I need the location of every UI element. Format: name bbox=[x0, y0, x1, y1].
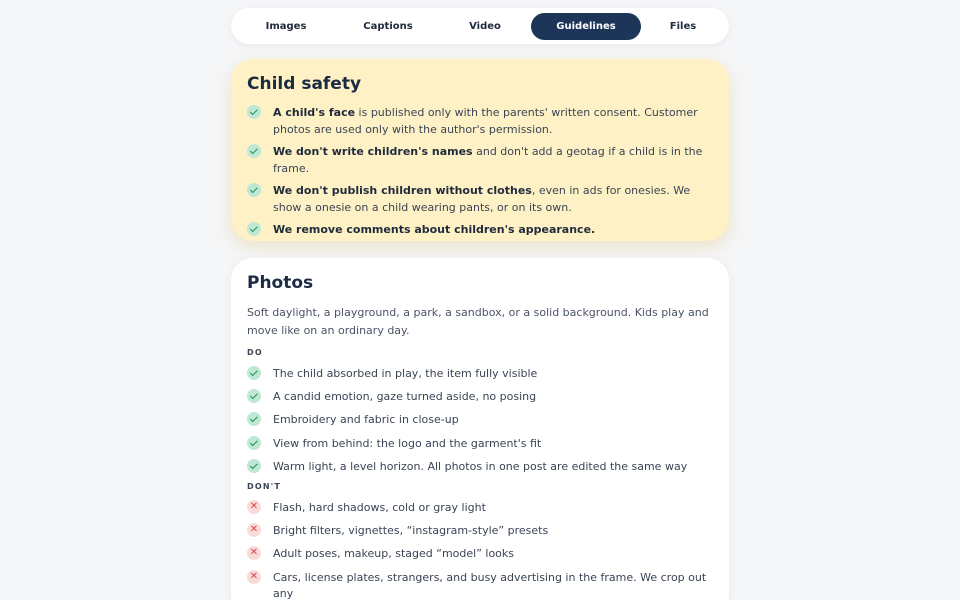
photos-card bbox=[231, 258, 729, 600]
list-item bbox=[247, 523, 713, 540]
item-text: A candid emotion, gaze turned aside, no posing bbox=[273, 390, 537, 404]
item-bold: We don't publish children without clothes bbox=[273, 184, 532, 197]
list-item bbox=[247, 436, 713, 453]
dont-list bbox=[247, 500, 713, 600]
check-circle-icon bbox=[247, 183, 261, 197]
check-circle-icon bbox=[247, 366, 261, 380]
list-item bbox=[247, 183, 713, 216]
child-safety-list bbox=[247, 105, 713, 239]
tab-images[interactable]: Images bbox=[265, 20, 307, 32]
item-text: The child absorbed in play, the item fully visible bbox=[273, 367, 538, 380]
list-item bbox=[247, 500, 713, 517]
check-circle-icon bbox=[247, 105, 261, 119]
list-item bbox=[247, 222, 713, 239]
item-text: , even in ads for onesies. We show a onesie on a child wearing pants, or on its own. bbox=[273, 184, 691, 214]
item-text: and don't add a geotag if a child is in the frame. bbox=[273, 145, 703, 175]
tab-bar bbox=[231, 8, 729, 44]
cross-circle-icon: ✕ bbox=[247, 500, 261, 514]
list-item bbox=[247, 459, 713, 476]
photos-title: Photos bbox=[247, 273, 314, 293]
cross-circle-icon: ✕ bbox=[247, 570, 261, 584]
item-bold: We don't write children's names bbox=[273, 145, 473, 158]
check-circle-icon bbox=[247, 412, 261, 426]
tab-files[interactable]: Files bbox=[669, 20, 697, 32]
tab-guidelines[interactable]: Guidelines bbox=[531, 13, 641, 40]
check-circle-icon bbox=[247, 436, 261, 450]
do-list bbox=[247, 366, 713, 475]
check-circle-icon bbox=[247, 144, 261, 158]
check-circle-icon bbox=[247, 389, 261, 403]
list-item bbox=[247, 570, 713, 600]
item-text: Bright filters, vignettes, “instagram-style” presets bbox=[273, 524, 549, 538]
check-circle-icon bbox=[247, 459, 261, 473]
dont-label: DON'T bbox=[247, 481, 282, 491]
item-bold: We remove comments about children's appearance. bbox=[273, 223, 596, 236]
tab-video[interactable]: Video bbox=[469, 20, 501, 32]
item-text: View from behind: the logo and the garment's fit bbox=[273, 436, 542, 450]
item-bold: A child's face bbox=[273, 106, 356, 119]
item-text: Cars, license plates, strangers, and busy advertising in the frame. We crop out any bbox=[273, 570, 707, 600]
list-item bbox=[247, 546, 713, 563]
photos-intro: Soft daylight, a playground, a park, a sandbox, or a solid background. Kids play and move like on an ordinary day. bbox=[247, 306, 709, 337]
item-text: Embroidery and fabric in close-up bbox=[273, 413, 459, 427]
list-item bbox=[247, 389, 713, 406]
item-text: Adult poses, makeup, staged “model” looks bbox=[273, 547, 515, 561]
check-circle-icon bbox=[247, 222, 261, 236]
tab-captions[interactable]: Captions bbox=[363, 20, 413, 32]
child-safety-card bbox=[231, 59, 729, 241]
cross-circle-icon: ✕ bbox=[247, 523, 261, 537]
do-label: DO bbox=[247, 348, 263, 357]
cross-circle-icon: ✕ bbox=[247, 546, 261, 560]
item-text: Warm light, a level horizon. All photos in one post are edited the same way bbox=[273, 459, 688, 473]
list-item bbox=[247, 144, 713, 177]
item-text: is published only with the parents' written consent. Customer photos are used only with the author's permission. bbox=[273, 106, 698, 136]
child-safety-title: Child safety bbox=[247, 74, 362, 94]
item-text: Flash, hard shadows, cold or gray light bbox=[273, 500, 486, 514]
list-item bbox=[247, 366, 713, 383]
list-item bbox=[247, 105, 713, 138]
list-item bbox=[247, 412, 713, 429]
